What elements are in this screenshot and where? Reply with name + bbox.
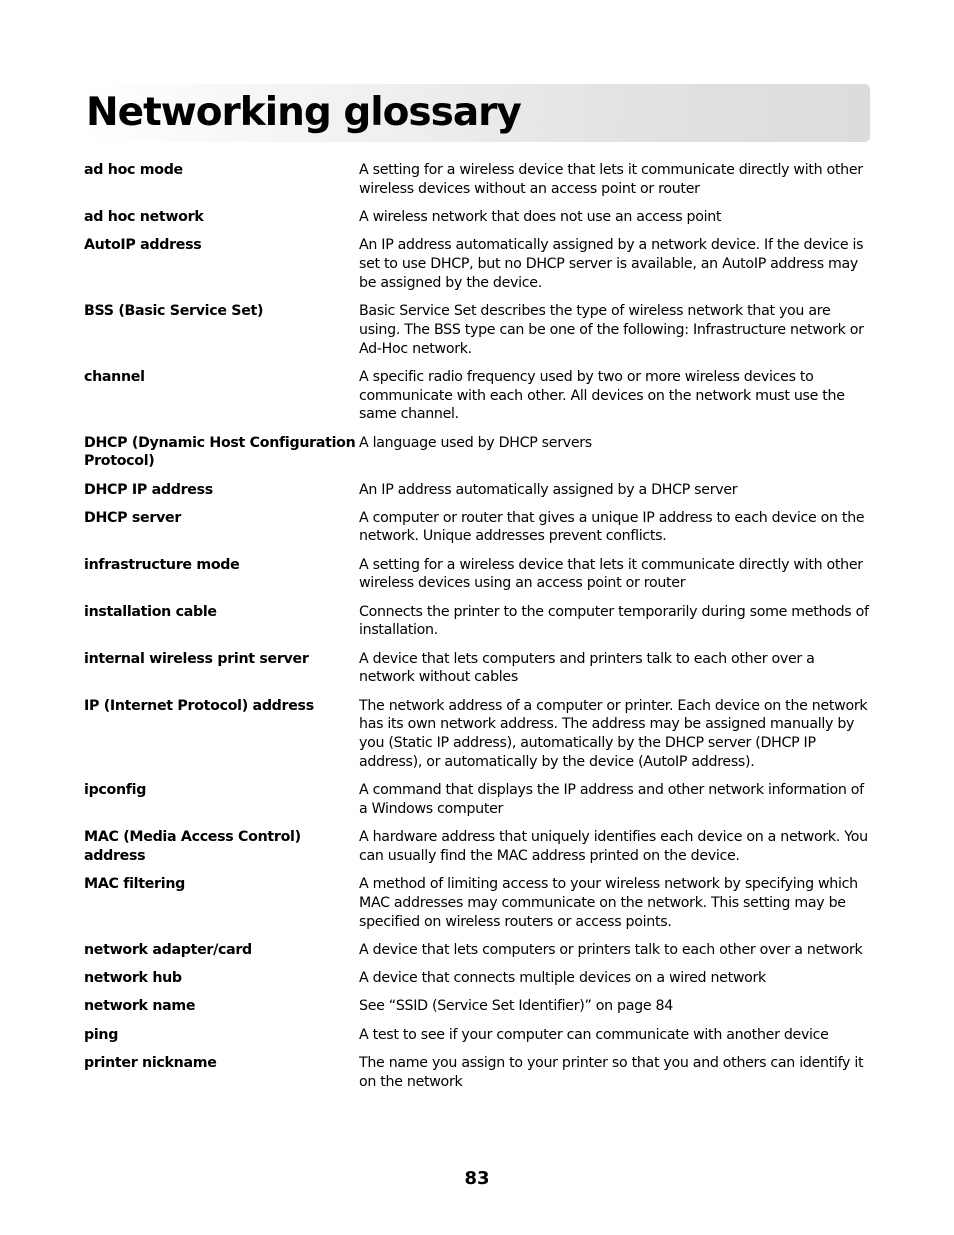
- glossary-definition: A setting for a wireless device that lets it communicate directly with other wireless devices without an access point or router: [359, 162, 863, 197]
- glossary-entry: [84, 434, 870, 472]
- glossary-definition: Basic Service Set describes the type of wireless network that you are using. The BSS type can be one of the following: Infrastructure network or Ad-Hoc network.: [359, 302, 864, 357]
- glossary-definition: The name you assign to your printer so that you and others can identify it on the network: [359, 1054, 864, 1090]
- glossary-term: ping: [84, 1026, 119, 1043]
- glossary-entry: [84, 781, 870, 819]
- glossary-definition: The network address of a computer or printer. Each device on the network has its own network address. The address may be assigned manually by you (Static IP address), automatically by the DHCP server (DHCP IP address), or automatically by the device (AutoIP address).: [359, 697, 868, 771]
- glossary-entry: [84, 1054, 870, 1092]
- glossary-definition: A device that lets computers or printers talk to each other over a network: [359, 941, 863, 958]
- glossary-term: ad hoc network: [84, 208, 204, 225]
- glossary-definition: A test to see if your computer can communicate with another device: [359, 1026, 829, 1043]
- glossary-definition: A method of limiting access to your wireless network by specifying which MAC addresses may communicate on the network. This setting may be specified on wireless routers or access points.: [359, 876, 858, 930]
- glossary-entry: [84, 828, 870, 866]
- glossary-term: DHCP IP address: [84, 481, 213, 498]
- glossary-definition: A device that connects multiple devices on a wired network: [359, 970, 766, 987]
- glossary-term: channel: [84, 368, 145, 385]
- glossary-entry: [84, 1026, 870, 1045]
- glossary-entry: [84, 368, 870, 424]
- glossary-definition: A specific radio frequency used by two or more wireless devices to communicate with each other. All devices on the network must use the same channel.: [359, 368, 845, 423]
- glossary-entry: [84, 556, 870, 594]
- title-bar: [84, 84, 870, 142]
- glossary-definition: Connects the printer to the computer temporarily during some methods of installation.: [359, 603, 869, 639]
- glossary-definition: An IP address automatically assigned by a network device. If the device is set to use DHCP, but no DHCP server is available, an AutoIP address may be assigned by the device.: [359, 237, 864, 291]
- glossary-definition: A command that displays the IP address and other network information of a Windows computer: [359, 782, 864, 817]
- glossary-term: network name: [84, 998, 196, 1015]
- glossary-definition: See “SSID (Service Set Identifier)” on page 84: [359, 998, 673, 1015]
- glossary-definition: A language used by DHCP servers: [359, 434, 592, 451]
- glossary-term: MAC (Media Access Control) address: [84, 829, 301, 864]
- glossary-definition: A wireless network that does not use an access point: [359, 208, 722, 225]
- glossary-entry: [84, 650, 870, 688]
- glossary-table: [84, 161, 870, 1101]
- glossary-term: DHCP server: [84, 509, 182, 526]
- glossary-term: printer nickname: [84, 1054, 217, 1071]
- glossary-entry: [84, 875, 870, 931]
- glossary-entry: [84, 302, 870, 358]
- glossary-definition: A device that lets computers and printers talk to each other over a network without cables: [359, 650, 815, 686]
- glossary-entry: [84, 236, 870, 292]
- glossary-entry: [84, 969, 870, 988]
- glossary-entry: [84, 208, 870, 227]
- glossary-term: ad hoc mode: [84, 162, 183, 178]
- glossary-term: IP (Internet Protocol) address: [84, 697, 314, 714]
- glossary-entry: [84, 941, 870, 960]
- glossary-definition: A computer or router that gives a unique IP address to each device on the network. Unique addresses prevent conflicts.: [359, 509, 865, 545]
- glossary-term: internal wireless print server: [84, 650, 309, 667]
- glossary-definition: A hardware address that uniquely identifies each device on a network. You can usually find the MAC address printed on the device.: [359, 829, 868, 864]
- glossary-entry: [84, 603, 870, 641]
- glossary-term: installation cable: [84, 603, 217, 620]
- glossary-term: AutoIP address: [84, 237, 202, 254]
- glossary-term: ipconfig: [84, 782, 147, 799]
- glossary-entry: [84, 161, 870, 199]
- glossary-entry: [84, 481, 870, 500]
- page-title: Networking glossary: [86, 90, 521, 135]
- glossary-entry: [84, 697, 870, 772]
- glossary-term: DHCP (Dynamic Host Configuration Protocol): [84, 434, 356, 470]
- glossary-entry: [84, 997, 870, 1016]
- page-number: 83: [464, 1168, 490, 1189]
- glossary-term: infrastructure mode: [84, 556, 240, 573]
- glossary-entry: [84, 509, 870, 547]
- glossary-definition: An IP address automatically assigned by a DHCP server: [359, 481, 738, 498]
- glossary-term: network adapter/card: [84, 941, 252, 958]
- glossary-term: MAC filtering: [84, 876, 185, 893]
- glossary-term: network hub: [84, 970, 182, 987]
- glossary-term: BSS (Basic Service Set): [84, 302, 264, 319]
- glossary-definition: A setting for a wireless device that lets it communicate directly with other wireless devices using an access point or router: [359, 556, 863, 592]
